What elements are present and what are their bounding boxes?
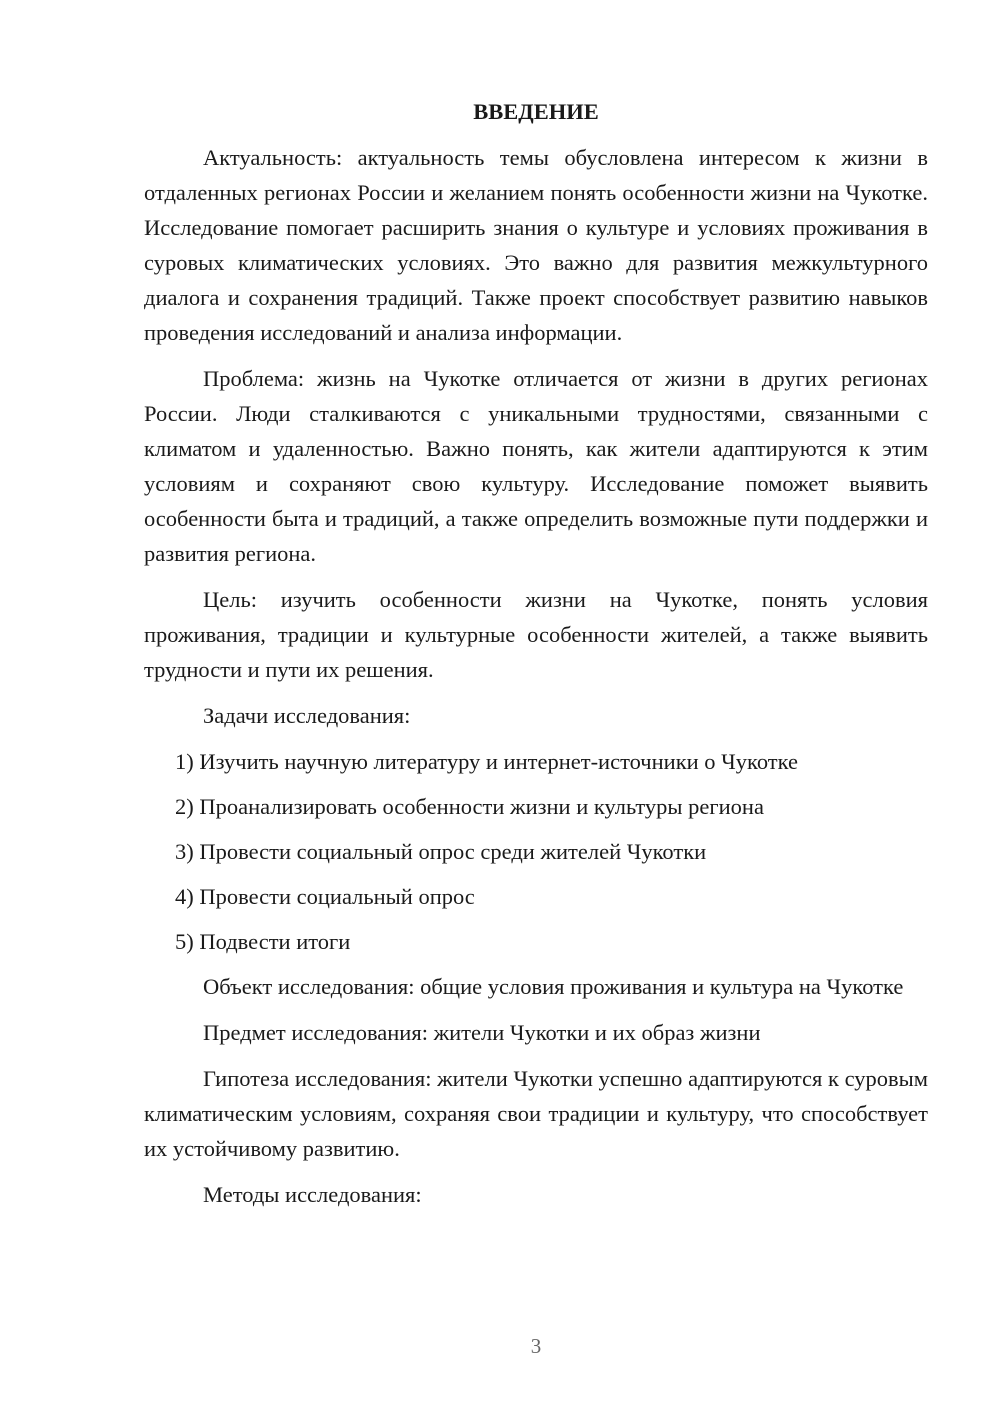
- task-item-2: 2) Проанализировать особенности жизни и культуры региона: [175, 794, 764, 819]
- relevance-paragraph: Актуальность: актуальность темы обусловлена интересом к жизни в отдаленных регионах России и желанием понять особенности жизни на Чукотке. Исследование помогает расширить знания о культуре и условиях проживания в суровых климатических условиях. Это важно для развития межкультурного диалога и сохранения традиций. Также проект способствует развитию навыков проведения исследований и анализа информации.: [144, 145, 928, 345]
- tasks-list: [144, 744, 928, 959]
- object-paragraph: Объект исследования: общие условия проживания и культура на Чукотке: [203, 974, 904, 999]
- task-item-1: 1) Изучить научную литературу и интернет-источники о Чукотке: [175, 749, 798, 774]
- problem-paragraph: Проблема: жизнь на Чукотке отличается от жизни в других регионах России. Люди сталкиваются с уникальными трудностями, связанными с климатом и удаленностью. Важно понять, как жители адаптируются к этим условиям и сохраняют свою культуру. Исследование поможет выявить особенности быта и традиций, а также определить возможные пути поддержки и развития региона.: [144, 366, 928, 566]
- goal-paragraph: Цель: изучить особенности жизни на Чукотке, понять условия проживания, традиции и культурные особенности жителей, а также выявить трудности и пути их решения.: [144, 587, 928, 682]
- task-item-3: 3) Провести социальный опрос среди жителей Чукотки: [175, 839, 707, 864]
- task-item-5: 5) Подвести итоги: [175, 929, 351, 954]
- subject-paragraph: Предмет исследования: жители Чукотки и их образ жизни: [203, 1020, 761, 1045]
- methods-heading: Методы исследования:: [203, 1182, 422, 1207]
- section-title: ВВЕДЕНИЕ: [473, 99, 599, 124]
- document-page: [144, 94, 928, 1223]
- page-number: 3: [530, 1334, 542, 1358]
- task-item-4: 4) Провести социальный опрос: [175, 884, 475, 909]
- hypothesis-paragraph: Гипотеза исследования: жители Чукотки успешно адаптируются к суровым климатическим условиям, сохраняя свои традиции и культуру, что способствует их устойчивому развитию.: [144, 1066, 928, 1161]
- tasks-heading: Задачи исследования:: [203, 703, 411, 728]
